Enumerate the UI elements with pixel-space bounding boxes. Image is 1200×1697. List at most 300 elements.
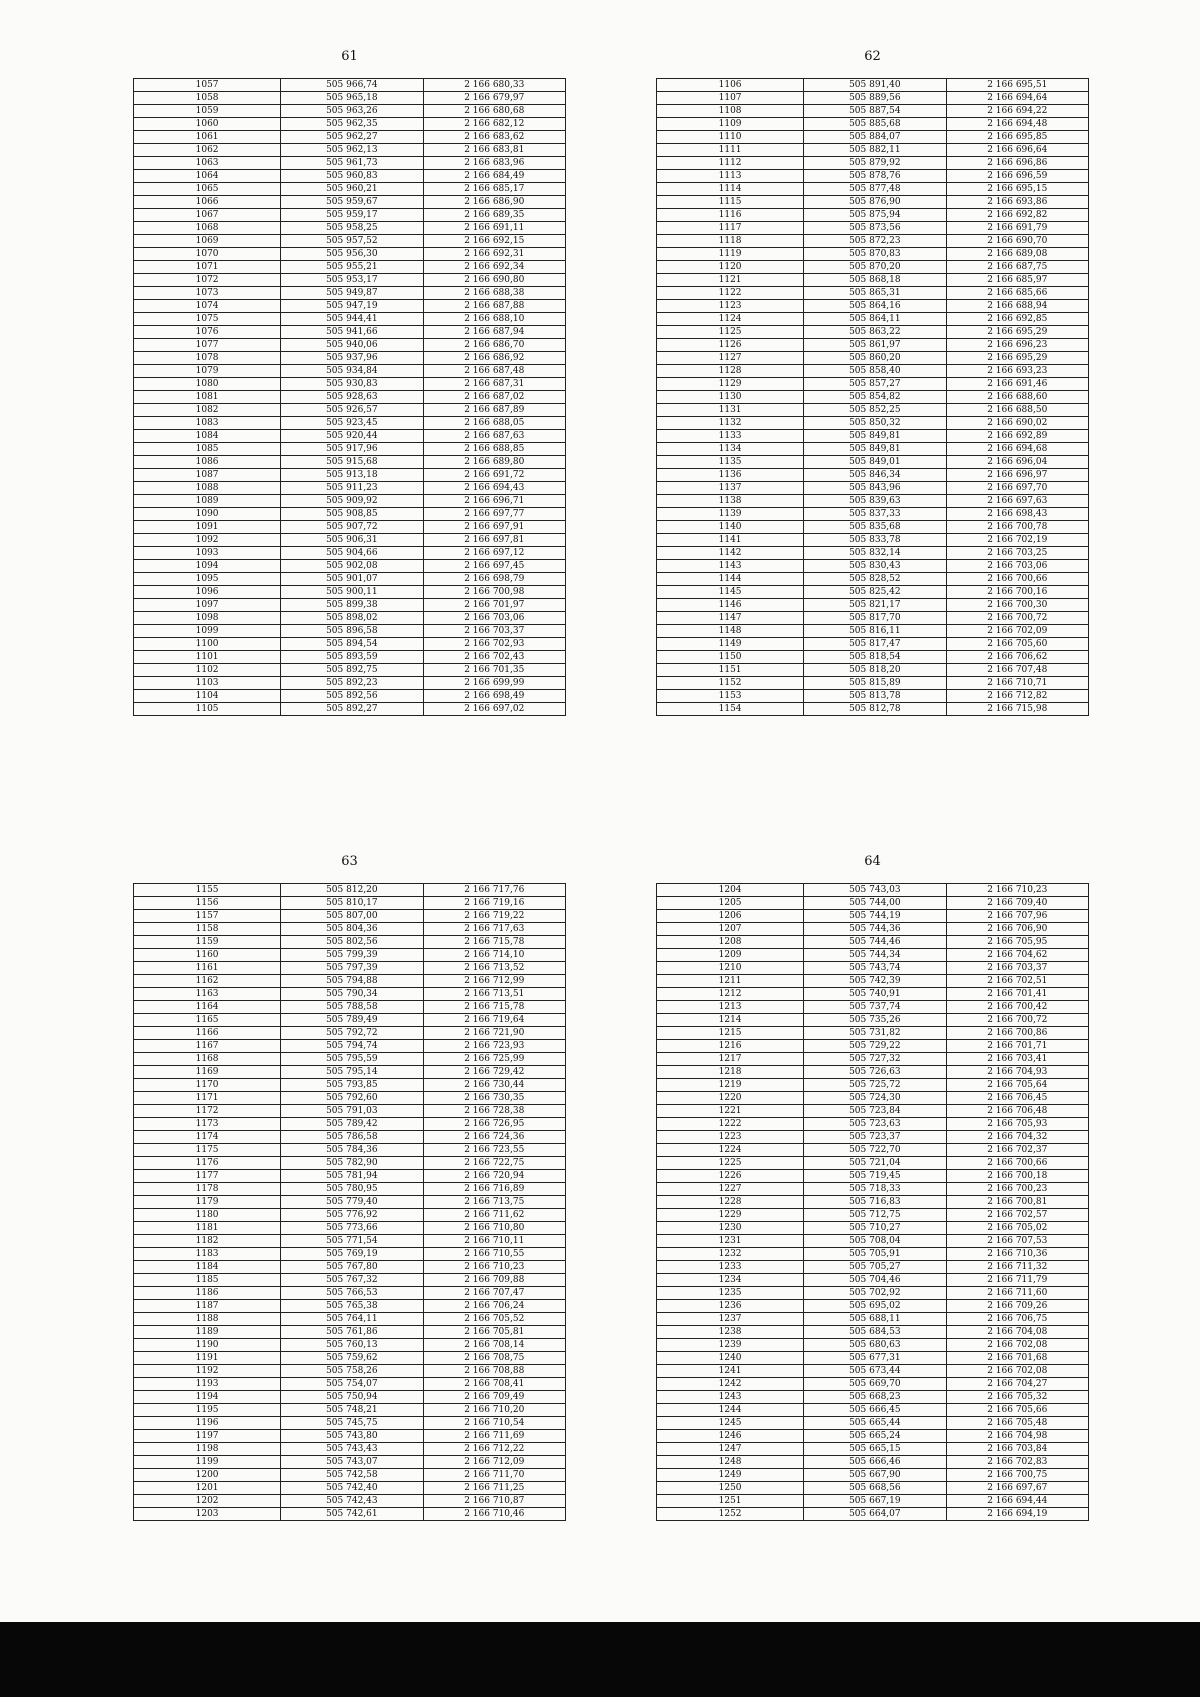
table-row [134, 1482, 566, 1495]
y-coordinate-cell: 2 166 726,95 [423, 1118, 565, 1131]
point-number-cell: 1133 [657, 430, 804, 443]
x-coordinate-cell: 505 923,45 [281, 417, 423, 430]
x-coordinate-cell: 505 915,68 [281, 456, 423, 469]
y-coordinate-cell: 2 166 700,30 [946, 599, 1088, 612]
x-coordinate-cell: 505 743,80 [281, 1430, 423, 1443]
x-coordinate-cell: 505 781,94 [281, 1170, 423, 1183]
x-coordinate-cell: 505 766,53 [281, 1287, 423, 1300]
x-coordinate-cell: 505 889,56 [804, 92, 946, 105]
point-number-cell: 1241 [657, 1365, 804, 1378]
x-coordinate-cell: 505 818,54 [804, 651, 946, 664]
point-number-cell: 1077 [134, 339, 281, 352]
x-coordinate-cell: 505 702,92 [804, 1287, 946, 1300]
x-coordinate-cell: 505 821,17 [804, 599, 946, 612]
table-row [657, 378, 1089, 391]
table-row [657, 183, 1089, 196]
y-coordinate-cell: 2 166 702,57 [946, 1209, 1088, 1222]
x-coordinate-cell: 505 767,80 [281, 1261, 423, 1274]
table-row [657, 1495, 1089, 1508]
x-coordinate-cell: 505 705,91 [804, 1248, 946, 1261]
point-number-cell: 1218 [657, 1066, 804, 1079]
point-number-cell: 1236 [657, 1300, 804, 1313]
x-coordinate-cell: 505 789,42 [281, 1118, 423, 1131]
y-coordinate-cell: 2 166 702,37 [946, 1144, 1088, 1157]
table-row [134, 391, 566, 404]
x-coordinate-cell: 505 892,56 [281, 690, 423, 703]
y-coordinate-cell: 2 166 703,37 [423, 625, 565, 638]
table-row [134, 339, 566, 352]
x-coordinate-cell: 505 673,44 [804, 1365, 946, 1378]
table-row [134, 884, 566, 897]
table-row [134, 1092, 566, 1105]
x-coordinate-cell: 505 750,94 [281, 1391, 423, 1404]
x-coordinate-cell: 505 860,20 [804, 352, 946, 365]
x-coordinate-cell: 505 944,41 [281, 313, 423, 326]
point-number-cell: 1237 [657, 1313, 804, 1326]
x-coordinate-cell: 505 864,11 [804, 313, 946, 326]
x-coordinate-cell: 505 810,17 [281, 897, 423, 910]
x-coordinate-cell: 505 843,96 [804, 482, 946, 495]
point-number-cell: 1232 [657, 1248, 804, 1261]
point-number-cell: 1132 [657, 417, 804, 430]
y-coordinate-cell: 2 166 688,05 [423, 417, 565, 430]
y-coordinate-cell: 2 166 685,66 [946, 287, 1088, 300]
table-row [134, 1300, 566, 1313]
point-number-cell: 1145 [657, 586, 804, 599]
point-number-cell: 1196 [134, 1417, 281, 1430]
x-coordinate-cell: 505 949,87 [281, 287, 423, 300]
x-coordinate-cell: 505 906,31 [281, 534, 423, 547]
x-coordinate-cell: 505 817,70 [804, 612, 946, 625]
x-coordinate-cell: 505 744,19 [804, 910, 946, 923]
y-coordinate-cell: 2 166 709,49 [423, 1391, 565, 1404]
table-row [657, 1001, 1089, 1014]
point-number-cell: 1064 [134, 170, 281, 183]
x-coordinate-cell: 505 894,54 [281, 638, 423, 651]
point-number-cell: 1243 [657, 1391, 804, 1404]
x-coordinate-cell: 505 745,75 [281, 1417, 423, 1430]
point-number-cell: 1233 [657, 1261, 804, 1274]
table-row [657, 170, 1089, 183]
x-coordinate-cell: 505 804,36 [281, 923, 423, 936]
y-coordinate-cell: 2 166 712,82 [946, 690, 1088, 703]
point-number-cell: 1187 [134, 1300, 281, 1313]
y-coordinate-cell: 2 166 688,94 [946, 300, 1088, 313]
point-number-cell: 1088 [134, 482, 281, 495]
point-number-cell: 1061 [134, 131, 281, 144]
x-coordinate-cell: 505 688,11 [804, 1313, 946, 1326]
point-number-cell: 1235 [657, 1287, 804, 1300]
x-coordinate-cell: 505 765,38 [281, 1300, 423, 1313]
point-number-cell: 1057 [134, 79, 281, 92]
y-coordinate-cell: 2 166 703,84 [946, 1443, 1088, 1456]
x-coordinate-cell: 505 857,27 [804, 378, 946, 391]
table-row [134, 1326, 566, 1339]
y-coordinate-cell: 2 166 704,27 [946, 1378, 1088, 1391]
x-coordinate-cell: 505 902,08 [281, 560, 423, 573]
point-number-cell: 1221 [657, 1105, 804, 1118]
point-number-cell: 1062 [134, 144, 281, 157]
table-row [657, 586, 1089, 599]
x-coordinate-cell: 505 721,04 [804, 1157, 946, 1170]
y-coordinate-cell: 2 166 705,48 [946, 1417, 1088, 1430]
y-coordinate-cell: 2 166 712,22 [423, 1443, 565, 1456]
point-number-cell: 1142 [657, 547, 804, 560]
point-number-cell: 1082 [134, 404, 281, 417]
point-number-cell: 1157 [134, 910, 281, 923]
point-number-cell: 1151 [657, 664, 804, 677]
point-number-cell: 1239 [657, 1339, 804, 1352]
y-coordinate-cell: 2 166 719,16 [423, 897, 565, 910]
table-row [657, 1196, 1089, 1209]
point-number-cell: 1075 [134, 313, 281, 326]
y-coordinate-cell: 2 166 705,64 [946, 1079, 1088, 1092]
x-coordinate-cell: 505 754,07 [281, 1378, 423, 1391]
x-coordinate-cell: 505 956,30 [281, 248, 423, 261]
point-number-cell: 1144 [657, 573, 804, 586]
x-coordinate-cell: 505 868,18 [804, 274, 946, 287]
point-number-cell: 1129 [657, 378, 804, 391]
table-row [134, 1066, 566, 1079]
x-coordinate-cell: 505 668,56 [804, 1482, 946, 1495]
point-number-cell: 1128 [657, 365, 804, 378]
point-number-cell: 1211 [657, 975, 804, 988]
y-coordinate-cell: 2 166 695,85 [946, 131, 1088, 144]
table-row [134, 209, 566, 222]
y-coordinate-cell: 2 166 694,44 [946, 1495, 1088, 1508]
table-row [657, 1274, 1089, 1287]
x-coordinate-cell: 505 864,16 [804, 300, 946, 313]
table-row [657, 508, 1089, 521]
table-row [657, 404, 1089, 417]
table-row [657, 417, 1089, 430]
y-coordinate-cell: 2 166 685,17 [423, 183, 565, 196]
point-number-cell: 1195 [134, 1404, 281, 1417]
x-coordinate-cell: 505 849,01 [804, 456, 946, 469]
table-row [657, 131, 1089, 144]
table-row [134, 430, 566, 443]
y-coordinate-cell: 2 166 696,04 [946, 456, 1088, 469]
point-number-cell: 1198 [134, 1443, 281, 1456]
y-coordinate-cell: 2 166 704,08 [946, 1326, 1088, 1339]
x-coordinate-cell: 505 892,75 [281, 664, 423, 677]
table-row [134, 352, 566, 365]
y-coordinate-cell: 2 166 730,35 [423, 1092, 565, 1105]
table-row [134, 157, 566, 170]
table-row [657, 1417, 1089, 1430]
table-row [657, 157, 1089, 170]
x-coordinate-cell: 505 876,90 [804, 196, 946, 209]
point-number-cell: 1141 [657, 534, 804, 547]
x-coordinate-cell: 505 937,96 [281, 352, 423, 365]
y-coordinate-cell: 2 166 694,48 [946, 118, 1088, 131]
point-number-cell: 1131 [657, 404, 804, 417]
y-coordinate-cell: 2 166 699,99 [423, 677, 565, 690]
table-row [134, 1469, 566, 1482]
y-coordinate-cell: 2 166 701,35 [423, 664, 565, 677]
y-coordinate-cell: 2 166 702,08 [946, 1365, 1088, 1378]
x-coordinate-cell: 505 794,88 [281, 975, 423, 988]
point-number-cell: 1188 [134, 1313, 281, 1326]
table-row [134, 1456, 566, 1469]
page-number: 64 [864, 854, 881, 869]
point-number-cell: 1206 [657, 910, 804, 923]
point-number-cell: 1212 [657, 988, 804, 1001]
point-number-cell: 1070 [134, 248, 281, 261]
point-number-cell: 1125 [657, 326, 804, 339]
table-row [657, 1092, 1089, 1105]
y-coordinate-cell: 2 166 700,23 [946, 1183, 1088, 1196]
y-coordinate-cell: 2 166 687,48 [423, 365, 565, 378]
y-coordinate-cell: 2 166 705,02 [946, 1222, 1088, 1235]
y-coordinate-cell: 2 166 697,77 [423, 508, 565, 521]
table-row [134, 560, 566, 573]
point-number-cell: 1152 [657, 677, 804, 690]
y-coordinate-cell: 2 166 691,79 [946, 222, 1088, 235]
x-coordinate-cell: 505 779,40 [281, 1196, 423, 1209]
y-coordinate-cell: 2 166 694,43 [423, 482, 565, 495]
point-number-cell: 1222 [657, 1118, 804, 1131]
x-coordinate-cell: 505 727,32 [804, 1053, 946, 1066]
y-coordinate-cell: 2 166 708,75 [423, 1352, 565, 1365]
point-number-cell: 1112 [657, 157, 804, 170]
x-coordinate-cell: 505 677,31 [804, 1352, 946, 1365]
y-coordinate-cell: 2 166 719,64 [423, 1014, 565, 1027]
point-number-cell: 1122 [657, 287, 804, 300]
table-row [134, 625, 566, 638]
x-coordinate-cell: 505 858,40 [804, 365, 946, 378]
point-number-cell: 1093 [134, 547, 281, 560]
point-number-cell: 1079 [134, 365, 281, 378]
y-coordinate-cell: 2 166 687,89 [423, 404, 565, 417]
point-number-cell: 1108 [657, 105, 804, 118]
y-coordinate-cell: 2 166 689,08 [946, 248, 1088, 261]
point-number-cell: 1130 [657, 391, 804, 404]
x-coordinate-cell: 505 835,68 [804, 521, 946, 534]
x-coordinate-cell: 505 854,82 [804, 391, 946, 404]
x-coordinate-cell: 505 900,11 [281, 586, 423, 599]
y-coordinate-cell: 2 166 705,60 [946, 638, 1088, 651]
y-coordinate-cell: 2 166 687,31 [423, 378, 565, 391]
point-number-cell: 1074 [134, 300, 281, 313]
x-coordinate-cell: 505 748,21 [281, 1404, 423, 1417]
x-coordinate-cell: 505 934,84 [281, 365, 423, 378]
table-row [134, 1053, 566, 1066]
x-coordinate-cell: 505 742,58 [281, 1469, 423, 1482]
point-number-cell: 1207 [657, 923, 804, 936]
table-row [657, 352, 1089, 365]
y-coordinate-cell: 2 166 698,49 [423, 690, 565, 703]
y-coordinate-cell: 2 166 715,98 [946, 703, 1088, 716]
x-coordinate-cell: 505 863,22 [804, 326, 946, 339]
coordinate-table [133, 78, 566, 716]
point-number-cell: 1140 [657, 521, 804, 534]
table-row [134, 287, 566, 300]
point-number-cell: 1252 [657, 1508, 804, 1521]
point-number-cell: 1137 [657, 482, 804, 495]
table-row [134, 1417, 566, 1430]
x-coordinate-cell: 505 742,61 [281, 1508, 423, 1521]
y-coordinate-cell: 2 166 702,51 [946, 975, 1088, 988]
y-coordinate-cell: 2 166 700,98 [423, 586, 565, 599]
y-coordinate-cell: 2 166 700,18 [946, 1170, 1088, 1183]
x-coordinate-cell: 505 669,70 [804, 1378, 946, 1391]
point-number-cell: 1126 [657, 339, 804, 352]
y-coordinate-cell: 2 166 695,29 [946, 352, 1088, 365]
y-coordinate-cell: 2 166 697,91 [423, 521, 565, 534]
table-row [657, 521, 1089, 534]
point-number-cell: 1086 [134, 456, 281, 469]
point-number-cell: 1201 [134, 1482, 281, 1495]
point-number-cell: 1226 [657, 1170, 804, 1183]
table-row [657, 79, 1089, 92]
x-coordinate-cell: 505 735,26 [804, 1014, 946, 1027]
table-row [657, 1378, 1089, 1391]
x-coordinate-cell: 505 960,83 [281, 170, 423, 183]
y-coordinate-cell: 2 166 702,19 [946, 534, 1088, 547]
x-coordinate-cell: 505 962,13 [281, 144, 423, 157]
y-coordinate-cell: 2 166 706,75 [946, 1313, 1088, 1326]
table-row [657, 1508, 1089, 1521]
table-row [657, 196, 1089, 209]
y-coordinate-cell: 2 166 710,80 [423, 1222, 565, 1235]
table-row [657, 144, 1089, 157]
table-row [657, 365, 1089, 378]
point-number-cell: 1190 [134, 1339, 281, 1352]
y-coordinate-cell: 2 166 685,97 [946, 274, 1088, 287]
x-coordinate-cell: 505 784,36 [281, 1144, 423, 1157]
point-number-cell: 1225 [657, 1157, 804, 1170]
x-coordinate-cell: 505 744,00 [804, 897, 946, 910]
x-coordinate-cell: 505 941,66 [281, 326, 423, 339]
x-coordinate-cell: 505 966,74 [281, 79, 423, 92]
x-coordinate-cell: 505 744,46 [804, 936, 946, 949]
table-row [657, 209, 1089, 222]
y-coordinate-cell: 2 166 710,36 [946, 1248, 1088, 1261]
x-coordinate-cell: 505 665,24 [804, 1430, 946, 1443]
point-number-cell: 1143 [657, 560, 804, 573]
x-coordinate-cell: 505 684,53 [804, 1326, 946, 1339]
point-number-cell: 1153 [657, 690, 804, 703]
y-coordinate-cell: 2 166 714,10 [423, 949, 565, 962]
table-row [657, 690, 1089, 703]
point-number-cell: 1076 [134, 326, 281, 339]
y-coordinate-cell: 2 166 700,66 [946, 1157, 1088, 1170]
point-number-cell: 1251 [657, 1495, 804, 1508]
y-coordinate-cell: 2 166 711,32 [946, 1261, 1088, 1274]
table-row [657, 105, 1089, 118]
y-coordinate-cell: 2 166 705,32 [946, 1391, 1088, 1404]
y-coordinate-cell: 2 166 711,79 [946, 1274, 1088, 1287]
point-number-cell: 1219 [657, 1079, 804, 1092]
point-number-cell: 1105 [134, 703, 281, 716]
y-coordinate-cell: 2 166 728,38 [423, 1105, 565, 1118]
table-row [134, 313, 566, 326]
table-row [657, 456, 1089, 469]
point-number-cell: 1059 [134, 105, 281, 118]
table-row [134, 1157, 566, 1170]
table-row [134, 1079, 566, 1092]
table-row [134, 1235, 566, 1248]
table-row [657, 92, 1089, 105]
y-coordinate-cell: 2 166 721,90 [423, 1027, 565, 1040]
table-row [134, 378, 566, 391]
table-row [657, 235, 1089, 248]
y-coordinate-cell: 2 166 697,45 [423, 560, 565, 573]
y-coordinate-cell: 2 166 708,88 [423, 1365, 565, 1378]
point-number-cell: 1103 [134, 677, 281, 690]
point-number-cell: 1181 [134, 1222, 281, 1235]
point-number-cell: 1214 [657, 1014, 804, 1027]
table-row [657, 910, 1089, 923]
table-row [134, 1248, 566, 1261]
table-row [657, 1339, 1089, 1352]
x-coordinate-cell: 505 708,04 [804, 1235, 946, 1248]
x-coordinate-cell: 505 917,96 [281, 443, 423, 456]
point-number-cell: 1172 [134, 1105, 281, 1118]
page-number: 63 [341, 854, 358, 869]
table-row [134, 92, 566, 105]
x-coordinate-cell: 505 875,94 [804, 209, 946, 222]
point-number-cell: 1171 [134, 1092, 281, 1105]
y-coordinate-cell: 2 166 695,51 [946, 79, 1088, 92]
point-number-cell: 1081 [134, 391, 281, 404]
x-coordinate-cell: 505 742,40 [281, 1482, 423, 1495]
x-coordinate-cell: 505 928,63 [281, 391, 423, 404]
x-coordinate-cell: 505 742,39 [804, 975, 946, 988]
x-coordinate-cell: 505 913,18 [281, 469, 423, 482]
table-row [657, 884, 1089, 897]
point-number-cell: 1202 [134, 1495, 281, 1508]
y-coordinate-cell: 2 166 722,75 [423, 1157, 565, 1170]
x-coordinate-cell: 505 904,66 [281, 547, 423, 560]
y-coordinate-cell: 2 166 686,90 [423, 196, 565, 209]
x-coordinate-cell: 505 729,22 [804, 1040, 946, 1053]
point-number-cell: 1101 [134, 651, 281, 664]
table-row [134, 936, 566, 949]
point-number-cell: 1098 [134, 612, 281, 625]
point-number-cell: 1134 [657, 443, 804, 456]
table-row [657, 469, 1089, 482]
table-row [657, 391, 1089, 404]
y-coordinate-cell: 2 166 723,93 [423, 1040, 565, 1053]
y-coordinate-cell: 2 166 687,63 [423, 430, 565, 443]
table-row [134, 183, 566, 196]
x-coordinate-cell: 505 719,45 [804, 1170, 946, 1183]
point-number-cell: 1193 [134, 1378, 281, 1391]
y-coordinate-cell: 2 166 690,02 [946, 417, 1088, 430]
y-coordinate-cell: 2 166 687,94 [423, 326, 565, 339]
x-coordinate-cell: 505 861,97 [804, 339, 946, 352]
table-row [134, 534, 566, 547]
point-number-cell: 1083 [134, 417, 281, 430]
point-number-cell: 1084 [134, 430, 281, 443]
table-row [657, 1261, 1089, 1274]
point-number-cell: 1238 [657, 1326, 804, 1339]
x-coordinate-cell: 505 764,11 [281, 1313, 423, 1326]
x-coordinate-cell: 505 879,92 [804, 157, 946, 170]
table-row [134, 222, 566, 235]
y-coordinate-cell: 2 166 679,97 [423, 92, 565, 105]
y-coordinate-cell: 2 166 696,71 [423, 495, 565, 508]
x-coordinate-cell: 505 789,49 [281, 1014, 423, 1027]
x-coordinate-cell: 505 812,20 [281, 884, 423, 897]
table-row [134, 664, 566, 677]
table-row [657, 625, 1089, 638]
y-coordinate-cell: 2 166 692,15 [423, 235, 565, 248]
table-row [657, 1287, 1089, 1300]
x-coordinate-cell: 505 795,14 [281, 1066, 423, 1079]
